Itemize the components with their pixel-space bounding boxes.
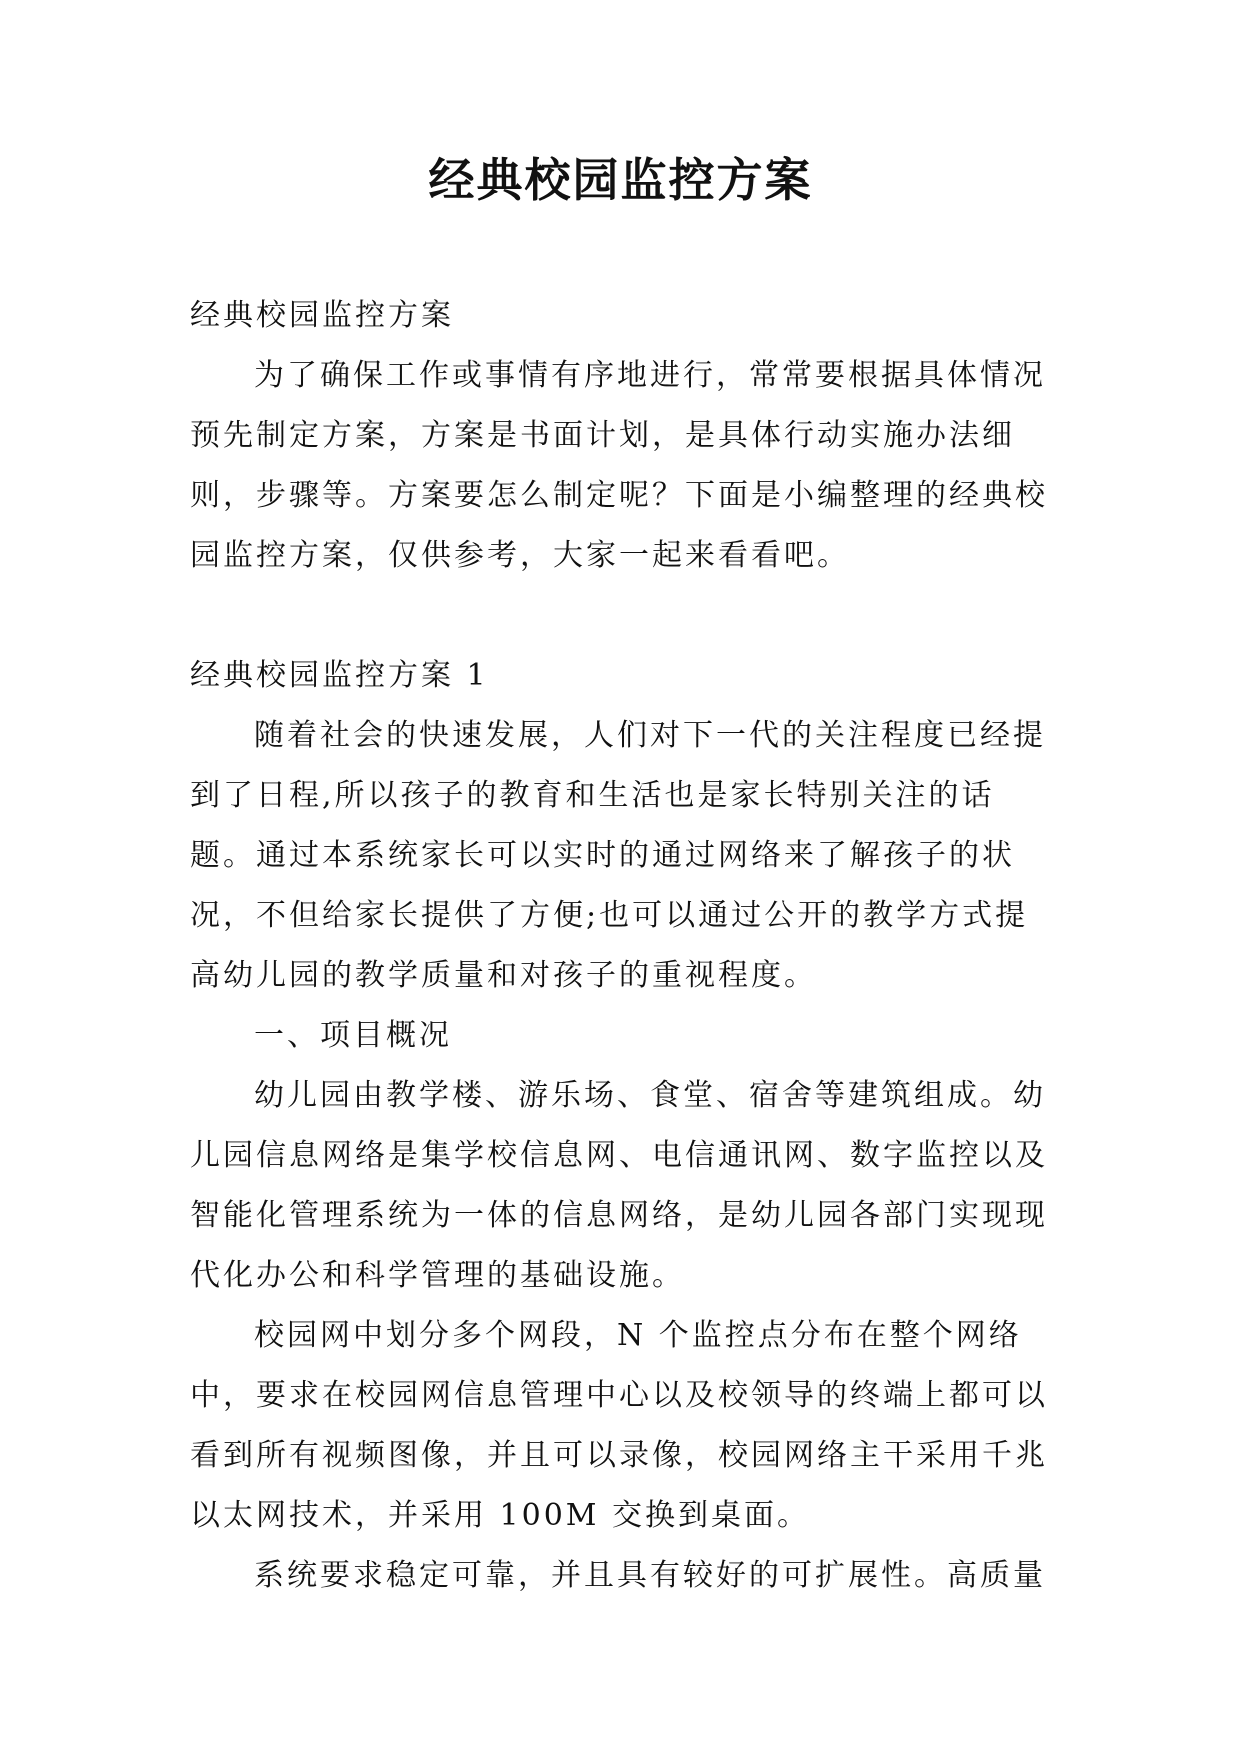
document-body (190, 286, 1050, 1606)
document-title: 经典校园监控方案 (428, 153, 813, 207)
intro-heading: 经典校园监控方案 (190, 298, 454, 333)
section1-paragraph: 幼儿园由教学楼、游乐场、食堂、宿舍等建筑组成。幼儿园信息网络是集学校信息网、电信通讯网、数字监控以及智能化管理系统为一体的信息网络，是幼儿园各部门实现现代化办公和科学管理的基础设施。 (190, 1078, 1048, 1293)
section1-paragraph: 系统要求稳定可靠，并且具有较好的可扩展性。高质量 (254, 1558, 1046, 1593)
section1-heading: 经典校园监控方案 1 (190, 658, 489, 693)
section1-subheading: 一、项目概况 (254, 1018, 452, 1053)
section1-paragraph: 校园网中划分多个网段，N 个监控点分布在整个网络中，要求在校园网信息管理中心以及校领导的终端上都可以看到所有视频图像，并且可以录像，校园网络主干采用千兆以太网技术，并采用 100M 交换到桌面。 (190, 1318, 1048, 1533)
section1-paragraph: 随着社会的快速发展，人们对下一代的关注程度已经提到了日程,所以孩子的教育和生活也是家长特别关注的话题。通过本系统家长可以实时的通过网络来了解孩子的状况，不但给家长提供了方便;也可以通过公开的教学方式提高幼儿园的教学质量和对孩子的重视程度。 (190, 718, 1046, 993)
intro-paragraph: 为了确保工作或事情有序地进行，常常要根据具体情况预先制定方案，方案是书面计划，是具体行动实施办法细则，步骤等。方案要怎么制定呢？下面是小编整理的经典校园监控方案，仅供参考，大家一起来看看吧。 (190, 358, 1048, 573)
paragraph-gap (190, 586, 1050, 646)
